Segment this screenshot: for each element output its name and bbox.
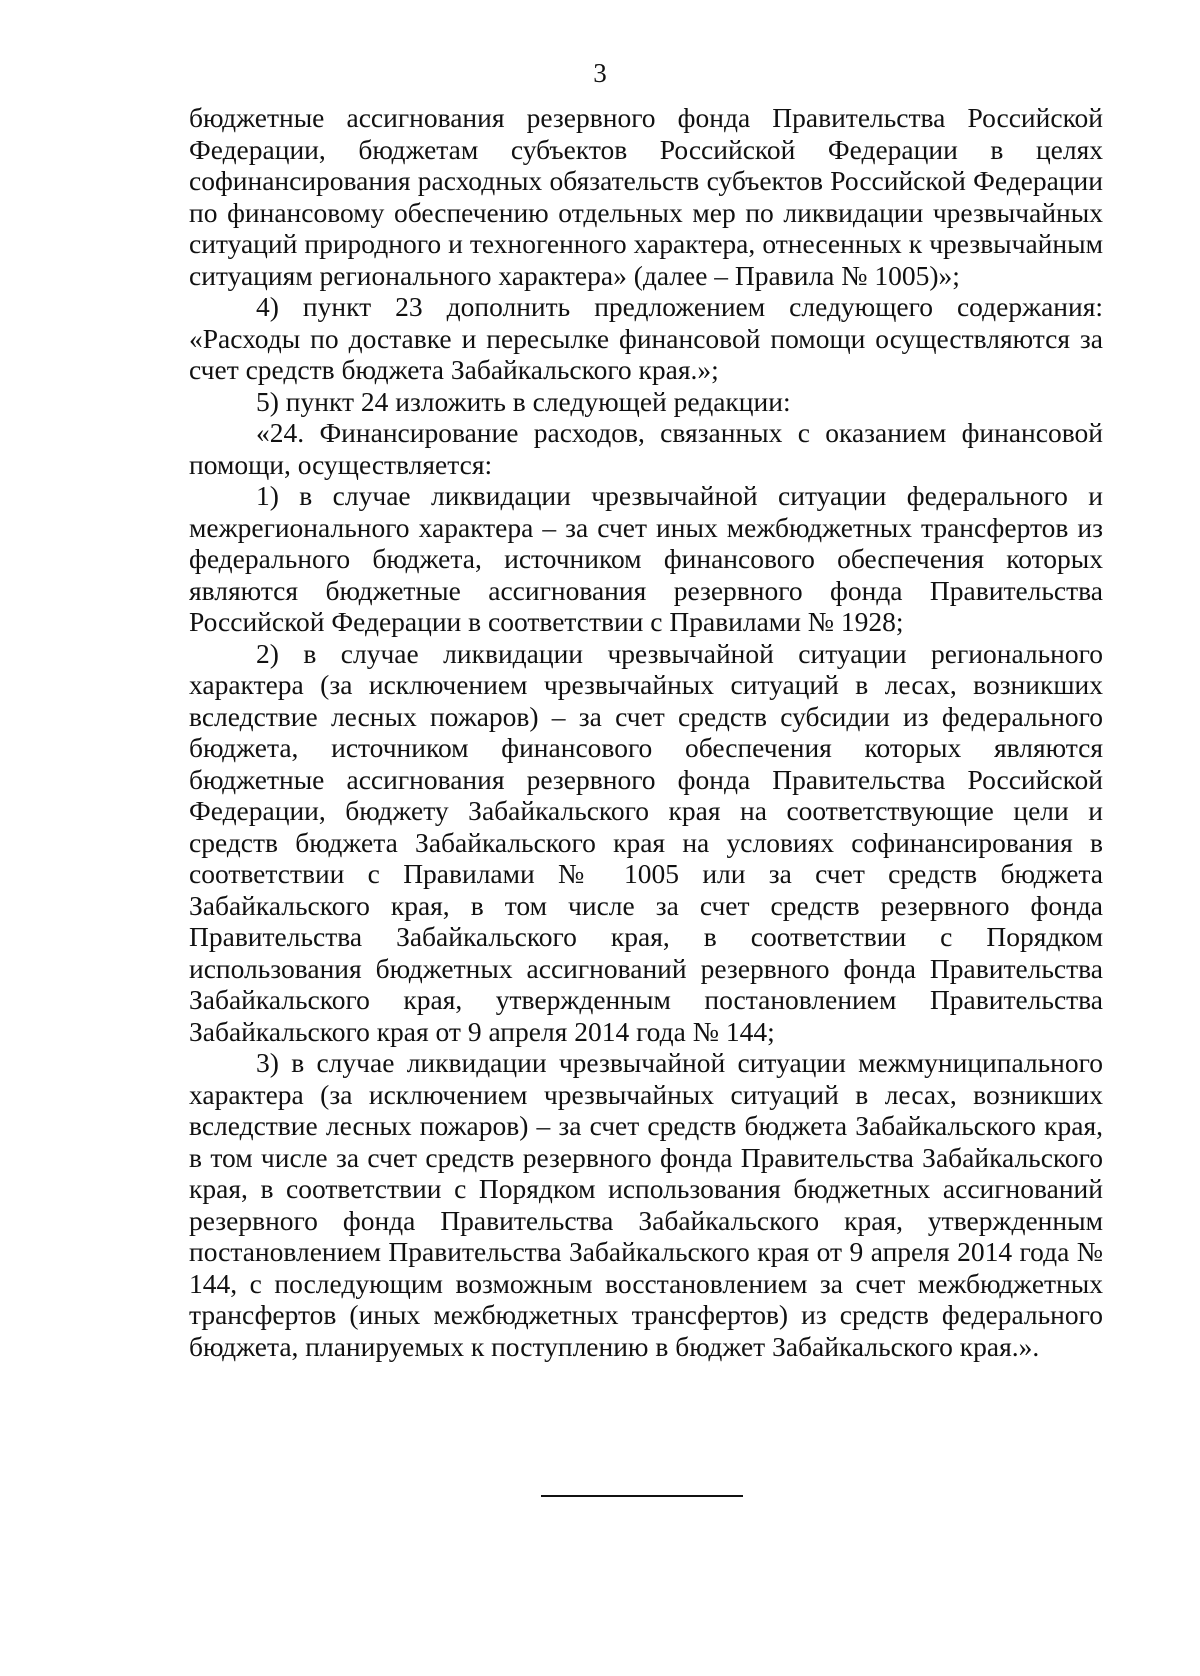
closing-divider (541, 1495, 743, 1497)
paragraph-subitem-3: 3) в случае ликвидации чрезвычайной ситуации межмуниципального характера (за исключением чрезвычайных ситуаций в лесах, возникших вследствие лесных пожаров) – за счет средств бюджета Забайкальского края, в том числе за счет средств резервного фонда Правительства Забайкальского края, в соответствии с Порядком использования бюджетных ассигнований резервного фонда Правительства Забайкальского края, утвержденным постановлением Правительства Забайкальского края от 9 апреля 2014 года № 144, с последующим возможным восстановлением за счет межбюджетных трансфертов (иных межбюджетных трансфертов) из средств федерального бюджета, планируемых к поступлению в бюджет Забайкальского края.». (189, 1047, 1103, 1362)
paragraph-item-5: 5) пункт 24 изложить в следующей редакции: (256, 385, 791, 417)
paragraph-subitem-1: 1) в случае ликвидации чрезвычайной ситуации федерального и межрегионального характера – за счет иных межбюджетных трансфертов из федерального бюджета, источником финансового обеспечения которых являются бюджетные ассигнования резервного фонда Правительства Российской Федерации в соответствии с Правилами № 1928; (189, 480, 1103, 637)
paragraph-item-4: 4) пункт 23 дополнить предложением следующего содержания: «Расходы по доставке и пересылке финансовой помощи осуществляются за счет средств бюджета Забайкальского края.»; (189, 291, 1103, 385)
paragraph-clause-24: «24. Финансирование расходов, связанных с оказанием финансовой помощи, осуществляется: (189, 417, 1103, 480)
paragraph-continuation: бюджетные ассигнования резервного фонда Правительства Российской Федерации, бюджетам субъектов Российской Федерации в целях софинансирования расходных обязательств субъектов Российской Федерации по финансовому обеспечению отдельных мер по ликвидации чрезвычайных ситуаций природного и техногенного характера, отнесенных к чрезвычайным ситуациям регионального характера» (далее – Правила № 1005)»; (189, 102, 1103, 291)
paragraph-subitem-2: 2) в случае ликвидации чрезвычайной ситуации регионального характера (за исключением чрезвычайных ситуаций в лесах, возникших вследствие лесных пожаров) – за счет средств субсидии из федерального бюджета, источником финансового обеспечения которых являются бюджетные ассигнования резервного фонда Правительства Российской Федерации, бюджету Забайкальского края на соответствующие цели и средств бюджета Забайкальского края на условиях софинансирования в соответствии с Правилами № 1005 или за счет средств бюджета Забайкальского края, в том числе за счет средств резервного фонда Правительства Забайкальского края, в соответствии с Порядком использования бюджетных ассигнований резервного фонда Правительства Забайкальского края, утвержденным постановлением Правительства Забайкальского края от 9 апреля 2014 года № 144; (189, 637, 1103, 1047)
page-number: 3 (593, 58, 607, 88)
document-body (189, 102, 1103, 1362)
